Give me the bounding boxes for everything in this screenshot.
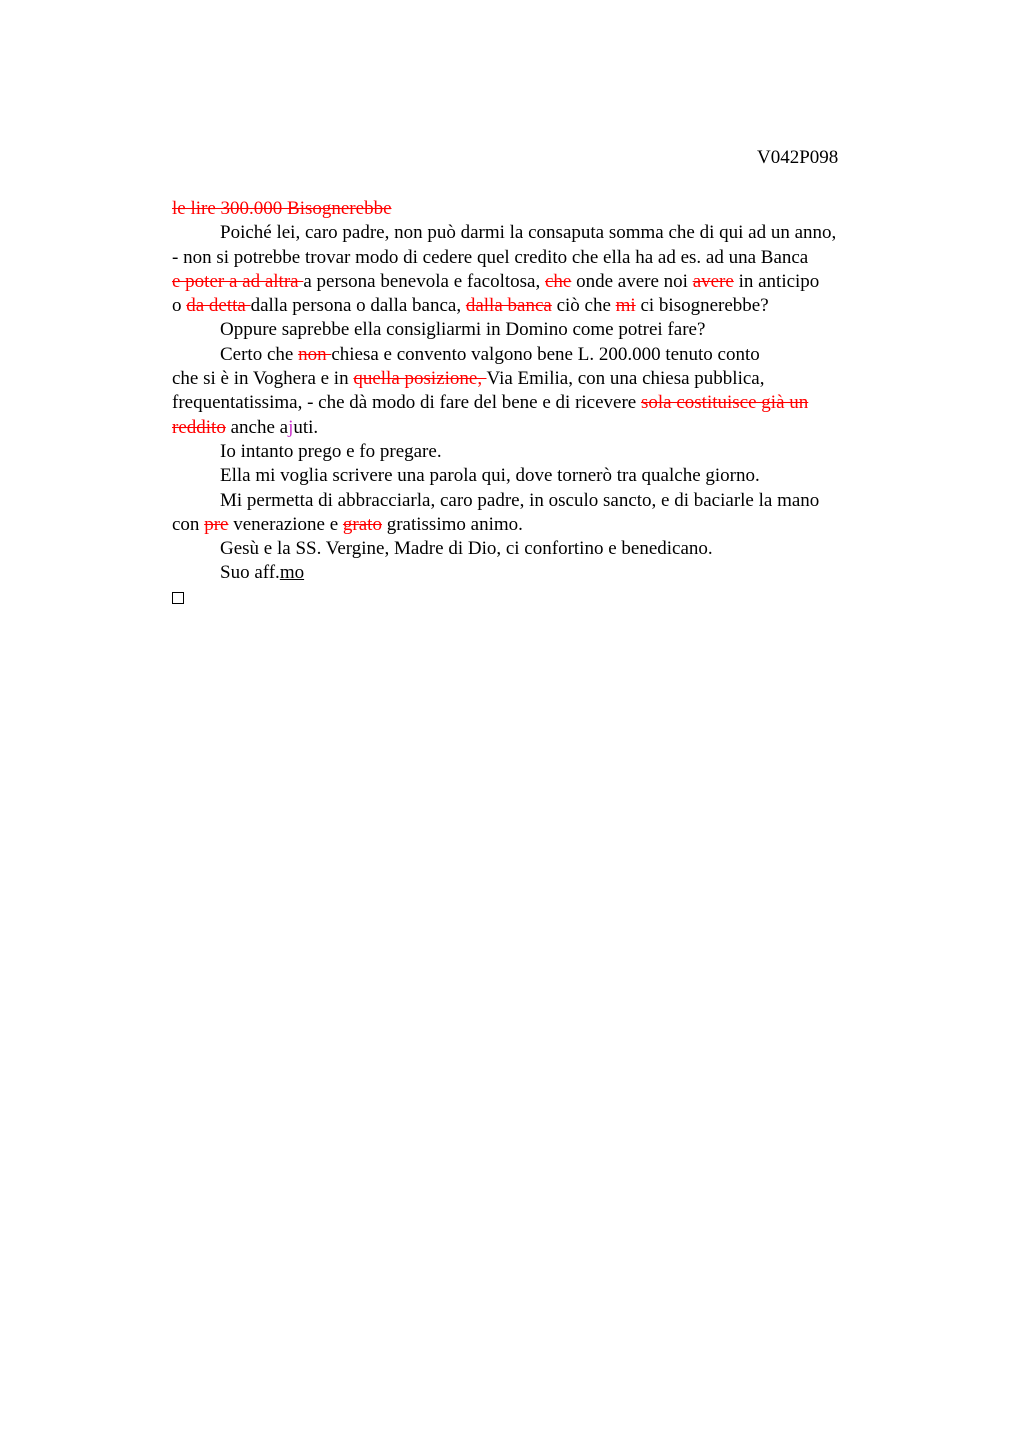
text-segment: Certo che <box>220 343 299 365</box>
deleted-text: non <box>298 343 332 365</box>
letter-body <box>172 197 902 610</box>
text-line-16 <box>172 561 902 585</box>
deleted-text: che <box>544 270 572 292</box>
underlined-text: mo <box>279 562 305 584</box>
deleted-text: reddito <box>172 416 226 438</box>
text-line-9 <box>172 391 902 415</box>
deleted-text: e poter a ad altra <box>172 270 304 292</box>
text-segment: frequentatissima, - che dà modo di fare del bene e di ricevere <box>172 392 641 414</box>
text-line-14 <box>172 513 902 537</box>
deleted-text: da detta <box>186 295 251 317</box>
deleted-text: avere <box>692 270 734 292</box>
text-segment: Mi permetta di abbracciarla, caro padre, in osculo sancto, e di baciarle la mano <box>220 489 820 511</box>
deleted-text: dalla banca <box>465 295 552 317</box>
text-segment: ciò che <box>551 295 616 317</box>
text-segment: venerazione e <box>228 513 343 535</box>
text-line-6 <box>172 318 902 342</box>
text-segment: o <box>172 295 187 317</box>
text-line-1 <box>172 197 902 221</box>
text-line-13 <box>172 489 902 513</box>
text-segment: Gesù e la SS. Vergine, Madre di Dio, ci confortino e benedicano. <box>220 538 713 560</box>
text-line-10 <box>172 416 902 440</box>
text-segment: con <box>172 513 205 535</box>
text-segment: gratissimo animo. <box>381 513 523 535</box>
text-segment: Poiché lei, caro padre, non può darmi la consaputa somma che di qui ad un anno, <box>220 222 837 244</box>
text-segment: che si è in Voghera e in <box>172 368 354 390</box>
deleted-text: quella posizione, <box>353 368 487 390</box>
text-segment: a persona benevola e facoltosa, <box>303 270 545 292</box>
deleted-text: sola costituisce già un <box>640 392 809 414</box>
deleted-text: pre <box>204 513 229 535</box>
text-segment: Suo aff. <box>220 562 280 584</box>
text-segment: - non si potrebbe trovar modo di cedere quel credito che ella ha ad es. ad una Banca <box>172 246 809 268</box>
text-segment: Oppure saprebbe ella consigliarmi in Domino come potrei fare? <box>220 319 706 341</box>
text-segment: onde avere noi <box>571 270 693 292</box>
end-mark-box-icon <box>172 592 184 604</box>
text-line-12 <box>172 464 902 488</box>
text-segment: Via Emilia, con una chiesa pubblica, <box>486 368 765 390</box>
text-line-2 <box>172 221 902 245</box>
page-identifier: V042P098 <box>757 147 839 168</box>
text-segment: chiesa e convento valgono bene L. 200.000 tenuto conto <box>331 343 760 365</box>
end-mark-line <box>172 586 902 610</box>
text-line-5 <box>172 294 902 318</box>
deleted-text: grato <box>342 513 382 535</box>
inserted-text: j <box>288 416 294 438</box>
text-segment: in anticipo <box>733 270 820 292</box>
text-segment: uti. <box>293 416 319 438</box>
text-line-7 <box>172 343 902 367</box>
text-segment: anche a <box>225 416 289 438</box>
text-segment: Io intanto prego e fo pregare. <box>220 440 442 462</box>
text-segment: dalla persona o dalla banca, <box>250 295 466 317</box>
text-segment: Ella mi voglia scrivere una parola qui, dove tornerò tra qualche giorno. <box>220 465 760 487</box>
text-segment: ci bisognerebbe? <box>635 295 769 317</box>
text-line-11 <box>172 440 902 464</box>
text-line-8 <box>172 367 902 391</box>
text-line-15 <box>172 537 902 561</box>
text-line-4 <box>172 270 902 294</box>
deleted-text: le lire 300.000 Bisognerebbe <box>172 198 392 219</box>
deleted-text: mi <box>615 295 636 317</box>
text-line-3 <box>172 246 902 270</box>
